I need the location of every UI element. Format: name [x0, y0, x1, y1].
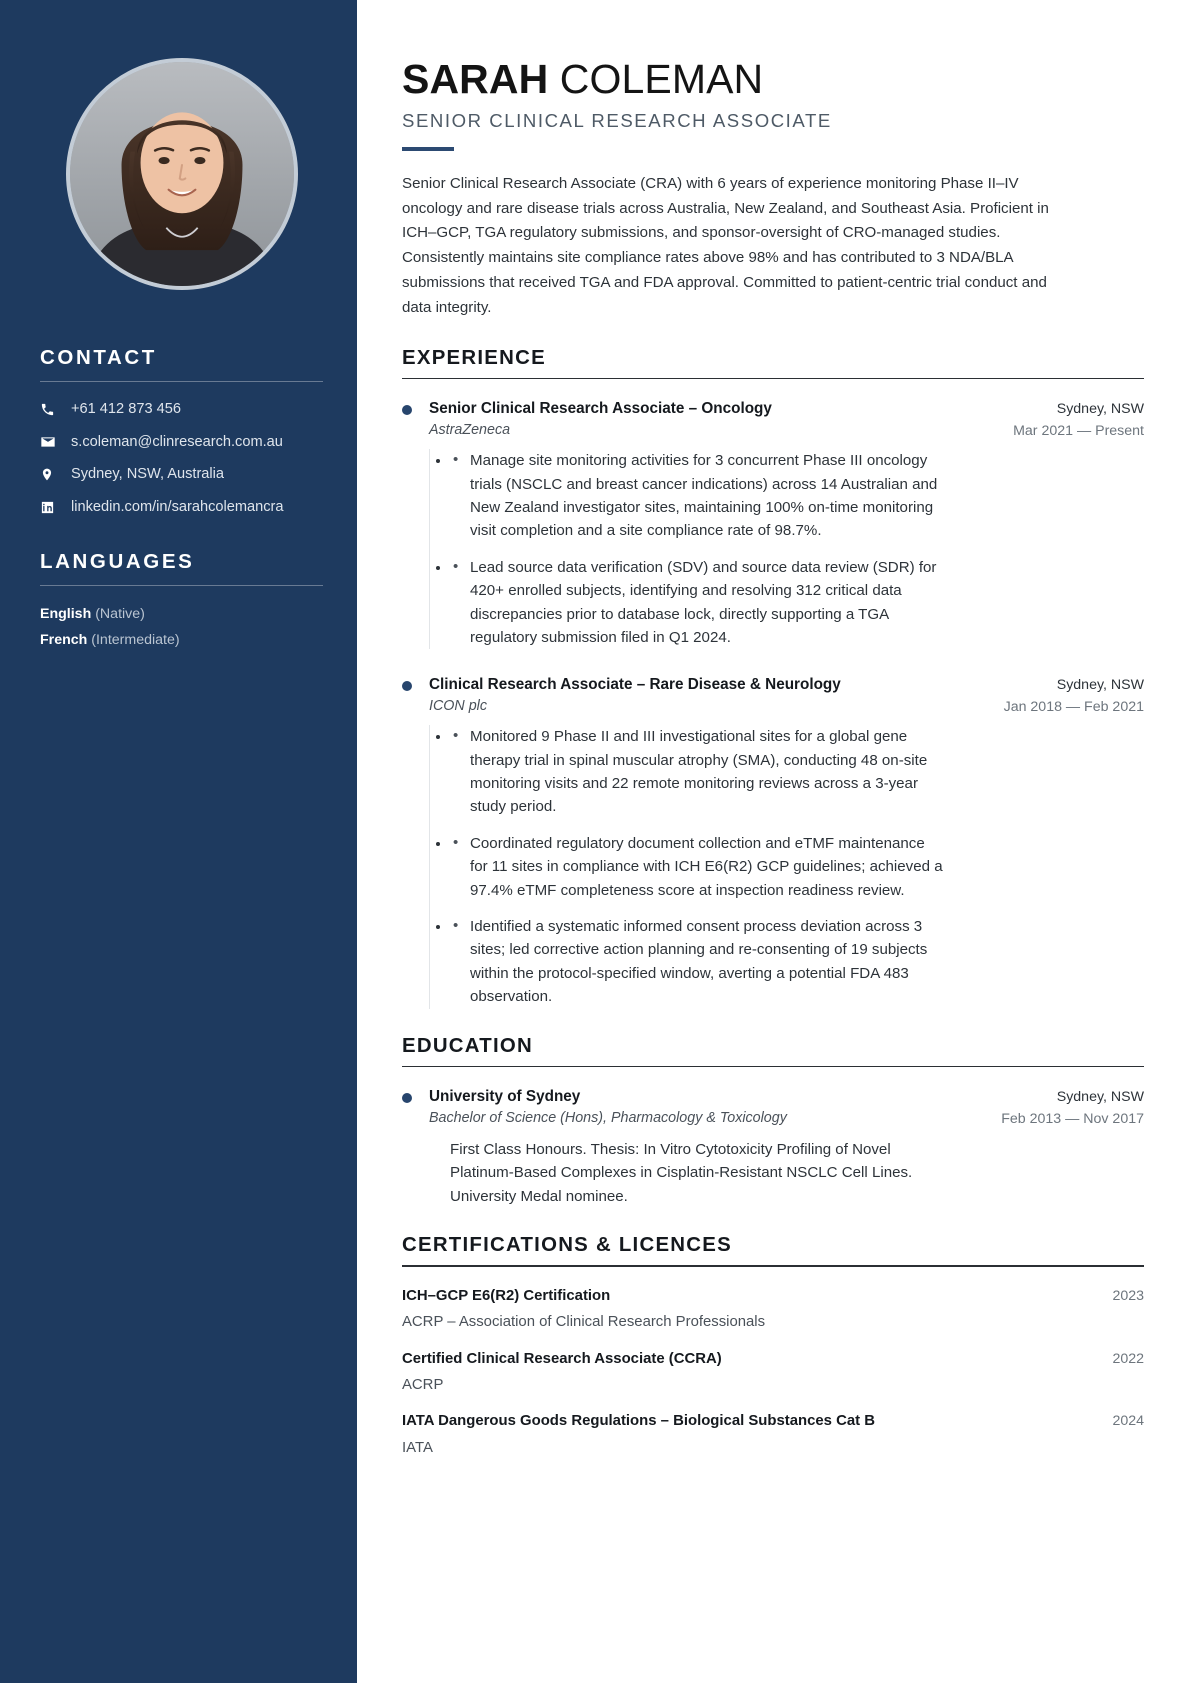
entry-left — [402, 399, 997, 440]
language-item — [40, 605, 323, 624]
entry-left — [402, 675, 988, 716]
contact-item-email[interactable] — [40, 434, 323, 452]
contact-section — [40, 346, 323, 516]
certification-entry — [402, 1287, 1144, 1333]
professional-summary: Senior Clinical Research Associate (CRA) with 6 years of experience monitoring Phase II–IV oncology and rare disease trials across Australia, New Zealand, and Southeast Asia. Proficient in ICH–GCP, TGA regulatory submissions, and sponsor-oversight of CRO-managed studies. Consistently maintains site compliance rates above 98% and has contributed to 3 NDA/BLA submissions that received TGA and FDA approval. Committed to patient-centric trial conduct and data integrity. — [402, 174, 1049, 316]
contact-item-linkedin[interactable] — [40, 499, 323, 517]
certification-header — [402, 1287, 1144, 1306]
certification-issuer: IATA — [402, 1439, 433, 1456]
degree-name: Bachelor of Science (Hons), Pharmacology & Toxicology — [429, 1110, 787, 1127]
first-name: SARAH — [402, 56, 549, 102]
responsibility-list — [429, 449, 1144, 649]
certification-issuer: ACRP — [402, 1376, 444, 1393]
languages-heading: LANGUAGES — [40, 550, 195, 573]
contact-value-location: Sydney, NSW, Australia — [71, 466, 225, 482]
avatar-wrapper — [40, 58, 323, 290]
page-title — [402, 57, 1144, 101]
experience-entry — [402, 675, 1144, 1008]
certification-header — [402, 1412, 1144, 1431]
language-level: (Native) — [95, 606, 145, 622]
education-heading: EDUCATION — [402, 1034, 533, 1057]
certification-year: 2024 — [1112, 1413, 1144, 1430]
phone-icon — [40, 402, 61, 417]
certification-entry — [402, 1350, 1144, 1396]
certification-year: 2022 — [1112, 1350, 1144, 1367]
contact-value-phone: +61 412 873 456 — [71, 401, 181, 417]
certification-header — [402, 1350, 1144, 1369]
experience-entry — [402, 399, 1144, 649]
language-item — [40, 631, 323, 650]
education-dates: Feb 2013 — Nov 2017 — [1001, 1110, 1144, 1127]
contact-list — [40, 401, 323, 516]
contact-item-phone[interactable] — [40, 401, 323, 419]
experience-heading: EXPERIENCE — [402, 346, 546, 369]
language-name: English — [40, 606, 92, 622]
entry-header — [402, 399, 1144, 440]
language-level: (Intermediate) — [91, 632, 180, 649]
last-name: COLEMAN — [559, 56, 764, 102]
entry-left — [402, 1087, 985, 1128]
certification-name: Certified Clinical Research Associate (CCRA) — [402, 1350, 722, 1367]
avatar — [66, 58, 298, 290]
list-item: • • Identified a systematic informed consent process deviation across 3 sites; led corrective action planning and re-consenting of 19 subjects within the protocol-specified window, averting a potential FDA 483 observation. — [451, 915, 945, 1009]
job-dates: Mar 2021 — Present — [1013, 422, 1144, 439]
experience-divider — [402, 378, 1144, 380]
education-description: First Class Honours. Thesis: In Vitro Cytotoxicity Profiling of Novel Platinum-Based Complexes in Cisplatin-Resistant NSCLC Cell Lines. University Medal nominee. — [450, 1141, 913, 1205]
contact-divider — [40, 381, 323, 382]
responsibility-list — [429, 725, 1144, 1008]
certification-name: ICH–GCP E6(R2) Certification — [402, 1287, 611, 1304]
languages-section — [40, 550, 323, 650]
certifications-heading: CERTIFICATIONS & LICENCES — [402, 1234, 732, 1257]
contact-heading: CONTACT — [40, 346, 157, 369]
language-name: French — [40, 632, 88, 649]
main-content — [357, 0, 1191, 1683]
job-dates: Jan 2018 — Feb 2021 — [1003, 698, 1144, 715]
linkedin-icon — [40, 500, 61, 515]
contact-value-email: s.coleman@clinresearch.com.au — [71, 433, 283, 450]
education-location: Sydney, NSW — [1056, 1089, 1144, 1106]
education-divider — [402, 1066, 1144, 1068]
sidebar — [0, 0, 357, 1683]
bullet-dot-icon — [402, 405, 412, 415]
accent-divider — [402, 147, 454, 151]
location-pin-icon — [40, 467, 61, 482]
entry-header — [402, 675, 1144, 716]
job-title-text: Clinical Research Associate – Rare Disease & Neurology — [429, 676, 841, 694]
certification-issuer: ACRP – Association of Clinical Research Professionals — [402, 1314, 766, 1331]
job-location: Sydney, NSW — [1056, 677, 1144, 694]
list-item: • • Monitored 9 Phase II and III investigational sites for a global gene therapy trial in spinal muscular atrophy (SMA), conducting 48 on-site monitoring visits and 22 remote monitoring reviews across a 3-year study period. — [451, 725, 945, 819]
entry-meta — [1013, 399, 1144, 440]
entry-meta — [1004, 675, 1144, 716]
bullet-dot-icon — [402, 1093, 412, 1103]
job-location: Sydney, NSW — [1056, 401, 1144, 418]
bullet-dot-icon — [402, 681, 412, 691]
organization-name: AstraZeneca — [429, 422, 511, 439]
contact-value-linkedin: linkedin.com/in/sarahcolemancra — [71, 498, 284, 515]
entry-header — [402, 1087, 1144, 1128]
certification-year: 2023 — [1112, 1287, 1144, 1304]
education-entry — [402, 1087, 1144, 1208]
list-item: • • Manage site monitoring activities for 3 concurrent Phase III oncology trials (NSCLC and breast cancer indications) across 14 Australian and New Zealand investigator sites, maintaining 100% on-time monitoring visit completion and a site compliance rate of 98.7%. — [451, 449, 945, 543]
entry-meta — [1001, 1087, 1144, 1128]
job-title: SENIOR CLINICAL RESEARCH ASSOCIATE — [402, 110, 832, 132]
certifications-divider — [402, 1265, 1144, 1267]
institution-name: University of Sydney — [429, 1088, 581, 1106]
organization-name: ICON plc — [429, 698, 487, 715]
email-icon — [40, 434, 61, 450]
languages-divider — [40, 585, 323, 586]
contact-item-location[interactable] — [40, 466, 323, 484]
certification-entry — [402, 1412, 1144, 1458]
job-title-text: Senior Clinical Research Associate – Oncology — [429, 400, 772, 418]
certification-name: IATA Dangerous Goods Regulations – Biological Substances Cat B — [402, 1413, 875, 1430]
list-item: • • Coordinated regulatory document collection and eTMF maintenance for 11 sites in compliance with ICH E6(R2) GCP guidelines; achieved a 97.4% eTMF completeness score at inspection readiness review. — [451, 832, 945, 902]
list-item: • • Lead source data verification (SDV) and source data review (SDR) for 420+ enrolled subjects, identifying and resolving 312 critical data discrepancies prior to database lock, directly supporting a TGA regulatory submission filed in Q1 2024. — [451, 556, 945, 650]
